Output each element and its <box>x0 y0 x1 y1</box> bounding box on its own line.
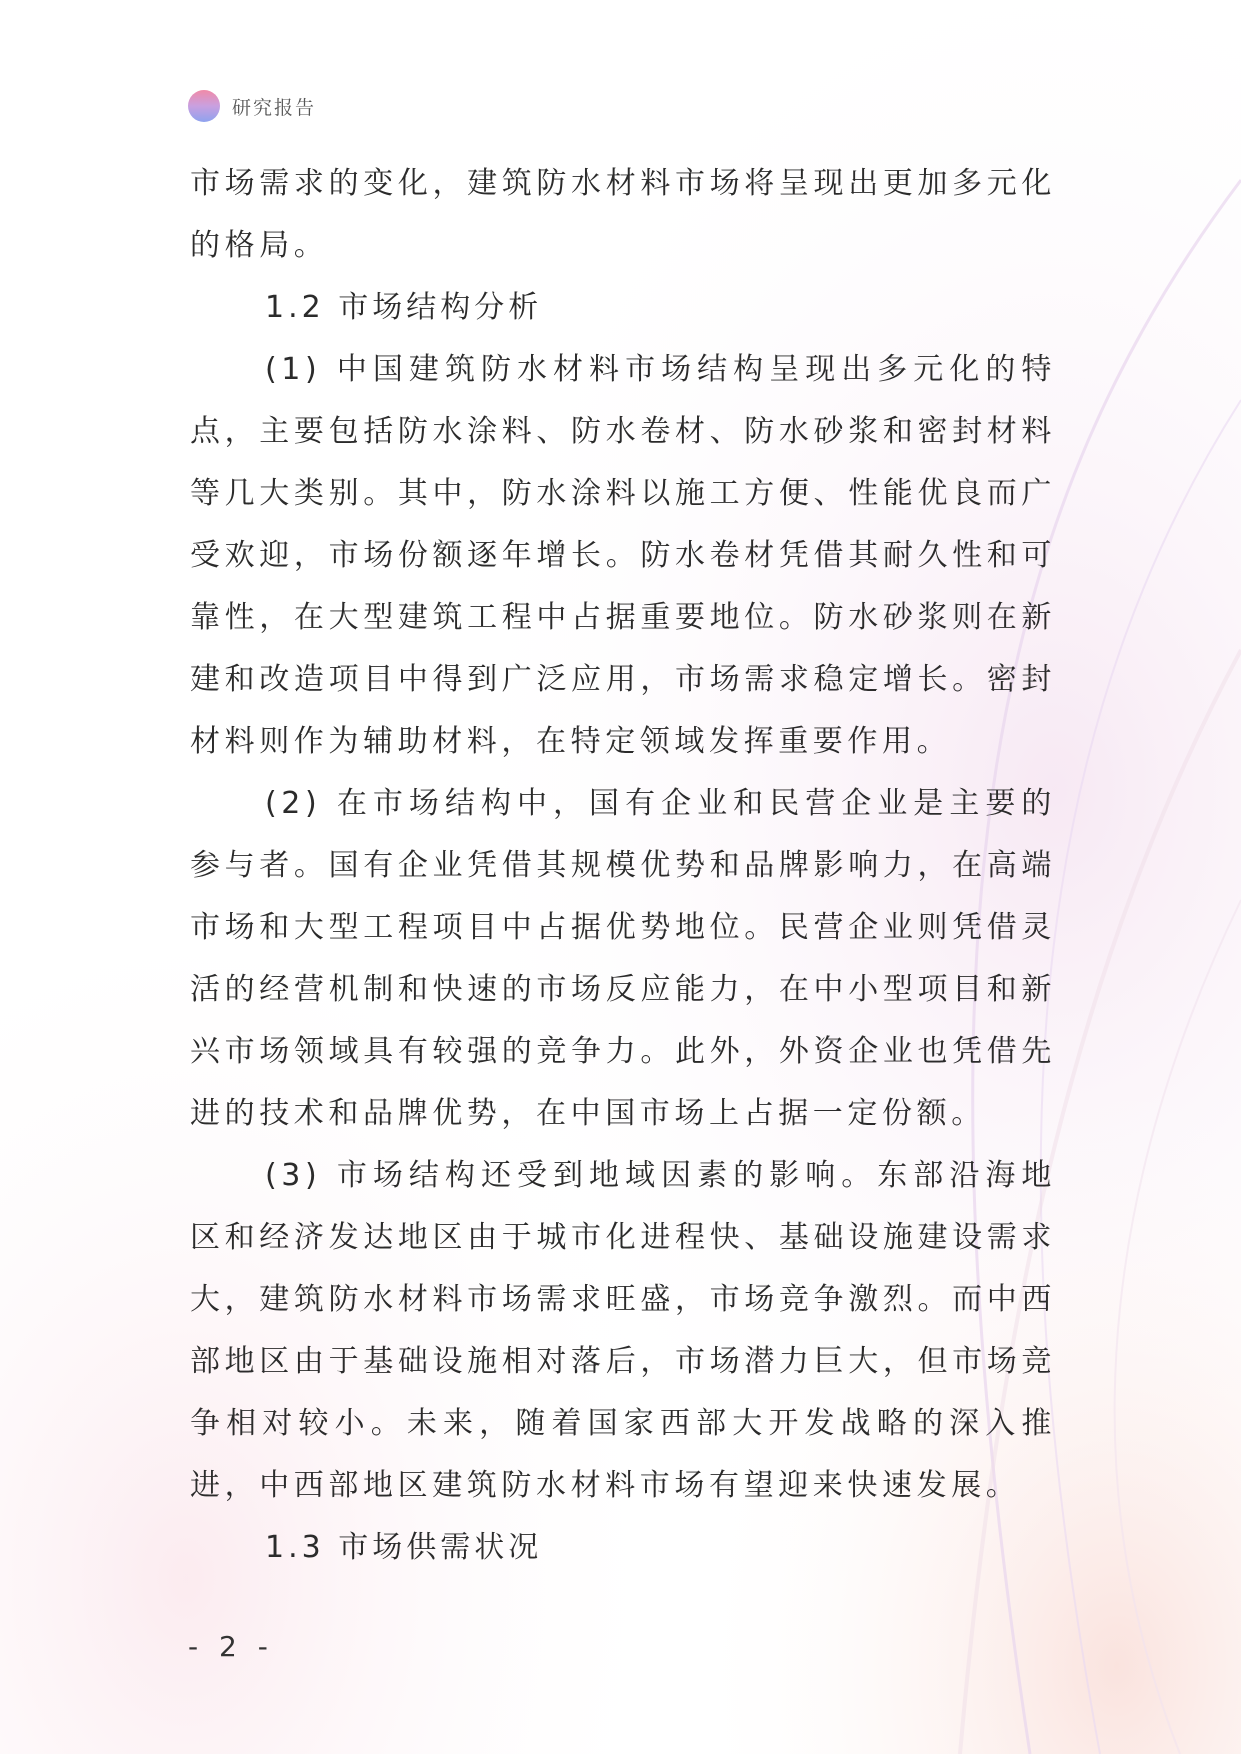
paragraph-continuation: 市场需求的变化，建筑防水材料市场将呈现出更加多元化的格局。 <box>190 166 1056 263</box>
section-heading-1-2: 1.2 市场结构分析 <box>265 290 543 325</box>
paragraph-1: (1) 中国建筑防水材料市场结构呈现出多元化的特点，主要包括防水涂料、防水卷材、防水砂浆和密封材料等几大类别。其中，防水涂料以施工方便、性能优良而广受欢迎，市场份额逐年增长。防水卷材凭借其耐久性和可靠性，在大型建筑工程中占据重要地位。防水砂浆则在新建和改造项目中得到广泛应用，市场需求稳定增长。密封材料则作为辅助材料，在特定领域发挥重要作用。 <box>190 352 1056 759</box>
paragraph-3: (3) 市场结构还受到地域因素的影响。东部沿海地区和经济发达地区由于城市化进程快、基础设施建设需求大，建筑防水材料市场需求旺盛，市场竞争激烈。而中西部地区由于基础设施相对落后，市场潜力巨大，但市场竞争相对较小。未来，随着国家西部大开发战略的深入推进，中西部地区建筑防水材料市场有望迎来快速发展。 <box>190 1158 1056 1503</box>
page-number: - 2 - <box>188 1630 274 1663</box>
header-label: 研究报告 <box>232 96 317 119</box>
paragraph-2: (2) 在市场结构中，国有企业和民营企业是主要的参与者。国有企业凭借其规模优势和品牌影响力，在高端市场和大型工程项目中占据优势地位。民营企业则凭借灵活的经营机制和快速的市场反应能力，在中小型项目和新兴市场领域具有较强的竞争力。此外，外资企业也凭借先进的技术和品牌优势，在中国市场上占据一定份额。 <box>190 786 1056 1131</box>
report-header <box>188 88 316 124</box>
section-heading-1-3: 1.3 市场供需状况 <box>265 1530 543 1565</box>
document-body <box>190 153 1056 1579</box>
logo-icon <box>188 90 220 122</box>
